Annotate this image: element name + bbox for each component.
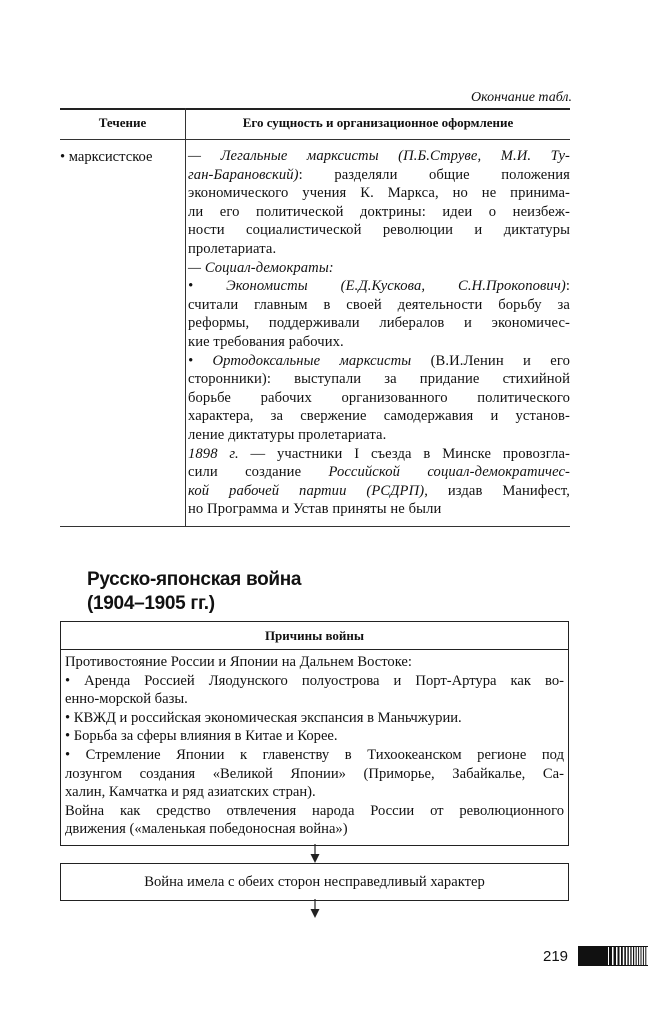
legal-marxists-term: — Легальные марксисты (П.Б.Струве, М.И. Ту- <box>188 148 570 164</box>
section-title-line1: Русско-японская война <box>87 569 302 590</box>
year-1898: 1898 г. <box>188 445 239 462</box>
text-span: : <box>565 278 570 295</box>
cause-line: • Борьба за сферы влияния в Китае и Корее. <box>65 728 338 745</box>
text-span: — участники I съезда в Минске провозгла- <box>238 445 571 462</box>
text-line: экономического учения К. Маркса, но не принима- <box>188 185 570 202</box>
text-line <box>188 259 570 278</box>
cause-line: лозунгом создания «Великой Японии» (Приморье, Забайкалье, Са- <box>65 765 564 782</box>
cause-line: • КВЖД и российская экономическая экспансия в Маньчжурии. <box>65 709 462 726</box>
table-header-rule <box>60 139 570 140</box>
cause-line: • Стремление Японии к главенству в Тихоокеанском регионе под <box>65 746 564 763</box>
cause-line: Противостояние России и Японии на Дальнем Востоке: <box>65 654 412 670</box>
text-line <box>188 445 570 464</box>
table-bottom-rule <box>60 526 570 527</box>
causes-header: Причины войны <box>61 622 568 650</box>
text-span: (В.И.Ленин и его <box>411 352 570 369</box>
cause-line: • Аренда Россией Ляодунского полуострова и Порт-Артура как во- <box>65 672 564 689</box>
page-edge-bar-decoration <box>578 946 648 966</box>
table-cell-movement: • марксистское <box>60 149 153 165</box>
table-header-essence: Его сущность и организационное оформление <box>242 115 514 130</box>
cause-line: Война как средство отвлечения народа России от революционного <box>65 802 564 819</box>
causes-body <box>61 650 568 839</box>
war-character-box: Война имела с обеих сторон несправедливый характер <box>60 863 569 901</box>
text-span: , издав Манифест, <box>424 482 571 499</box>
table-column-divider <box>185 108 186 526</box>
text-line <box>188 352 570 371</box>
text-line: ление диктатуры пролетариата. <box>188 426 387 443</box>
text-line: ности социалистической революции и диктатуры <box>188 222 570 239</box>
text-line: борьбе рабочих организованного политического <box>188 389 570 406</box>
cause-line: енно-морской базы. <box>65 691 188 708</box>
legal-marxists-names: ган-Барановский) <box>188 166 299 183</box>
social-democrats-term: — Социал-демократы: <box>188 259 334 276</box>
rsdrp-name-part2: кой рабочей партии (РСДРП) <box>188 482 425 499</box>
down-arrow-icon <box>309 844 321 864</box>
page-number: 219 <box>543 948 569 965</box>
causes-box <box>60 621 569 846</box>
orthodox-marxists-term: • Ортодоксальные марксисты <box>188 352 412 369</box>
economists-term: • Экономисты (Е.Д.Кускова, С.Н.Прокопович) <box>188 278 566 295</box>
text-span: сили создание <box>188 464 329 481</box>
text-line: кие требования рабочих. <box>188 333 344 350</box>
section-title <box>87 568 301 616</box>
text-line: характера, за свержение самодержавия и установ- <box>188 408 570 425</box>
text-line <box>188 463 570 482</box>
text-line: но Программа и Устав приняты не были <box>188 501 442 518</box>
text-span: : разделяли общие положения <box>298 166 570 183</box>
text-line <box>188 277 570 296</box>
table-top-rule <box>60 108 570 110</box>
table-cell-essence <box>188 147 570 519</box>
cause-line: халин, Камчатка и ряд азиатских стран). <box>65 784 316 801</box>
rsdrp-name-part1: Российской социал-демократичес- <box>328 464 570 481</box>
table-header-movement: Течение <box>98 115 147 130</box>
section-title-line2: (1904–1905 гг.) <box>87 593 215 614</box>
down-arrow-icon <box>309 899 321 919</box>
text-line: реформы, поддерживали либералов и экономичес- <box>188 315 570 332</box>
text-line: пролетариата. <box>188 240 277 257</box>
text-line: считали главным в своей деятельности борьбу за <box>188 296 570 313</box>
text-line <box>188 482 570 501</box>
text-line: сторонники): выступали за придание стихийной <box>188 371 570 388</box>
text-line <box>188 166 570 185</box>
text-line: ли его политической доктрины: идеи о неизбеж- <box>188 203 570 220</box>
table-continuation-note: Окончание табл. <box>471 90 572 105</box>
text-line <box>188 147 570 166</box>
cause-line: движения («маленькая победоносная война») <box>65 821 348 838</box>
